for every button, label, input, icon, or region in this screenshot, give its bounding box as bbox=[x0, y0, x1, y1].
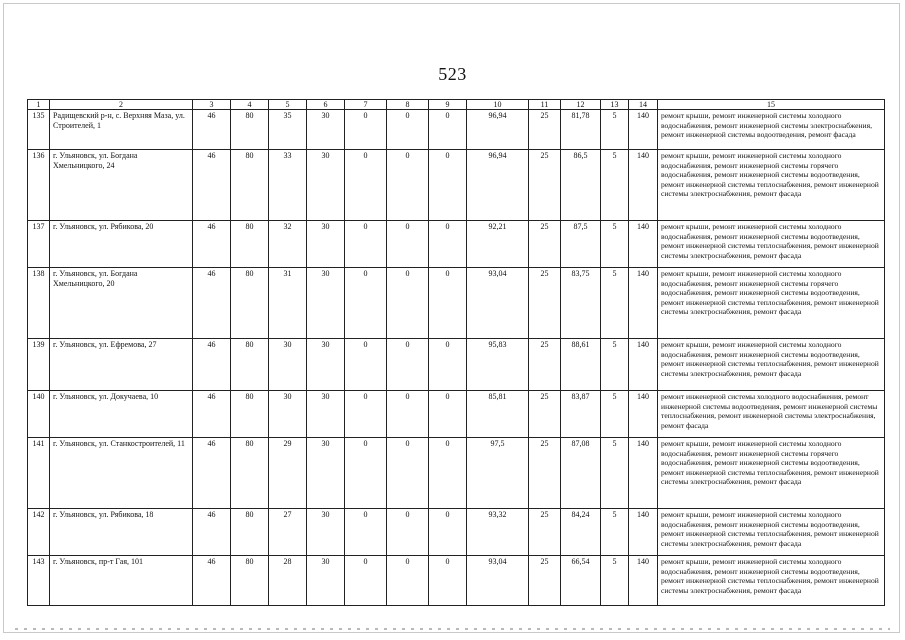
value-col-8: 0 bbox=[387, 221, 429, 268]
capital-repair-table bbox=[27, 99, 885, 606]
table-row bbox=[28, 438, 885, 509]
repair-works: ремонт крыши, ремонт инженерной системы холодного водоснабжения, ремонт инженерной системы водоотведения, ремонт инженерной системы теплоснабжения, ремонт инженерной системы электроснабжения, ремонт фасада bbox=[658, 221, 885, 268]
value-col-13: 5 bbox=[601, 110, 629, 150]
value-col-9: 0 bbox=[429, 268, 467, 339]
row-number: 143 bbox=[28, 556, 50, 606]
column-number: 12 bbox=[561, 100, 601, 110]
value-col-3: 46 bbox=[193, 509, 231, 556]
value-col-11: 25 bbox=[529, 150, 561, 221]
value-col-14: 140 bbox=[629, 438, 658, 509]
value-col-12: 83,75 bbox=[561, 268, 601, 339]
value-col-6: 30 bbox=[307, 339, 345, 391]
row-number: 137 bbox=[28, 221, 50, 268]
value-col-9: 0 bbox=[429, 110, 467, 150]
column-number: 15 bbox=[658, 100, 885, 110]
value-col-3: 46 bbox=[193, 221, 231, 268]
value-col-9: 0 bbox=[429, 339, 467, 391]
value-col-4: 80 bbox=[231, 339, 269, 391]
table-row bbox=[28, 509, 885, 556]
table-row bbox=[28, 110, 885, 150]
value-col-7: 0 bbox=[345, 221, 387, 268]
column-number: 13 bbox=[601, 100, 629, 110]
value-col-13: 5 bbox=[601, 339, 629, 391]
value-col-7: 0 bbox=[345, 268, 387, 339]
value-col-12: 87,08 bbox=[561, 438, 601, 509]
repair-works: ремонт крыши, ремонт инженерной системы холодного водоснабжения, ремонт инженерной системы горячего водоснабжения, ремонт инженерной системы водоотведения, ремонт инженерной системы теплоснабжения, ремонт инженерной системы электроснабжения, ремонт фасада bbox=[658, 268, 885, 339]
value-col-12: 66,54 bbox=[561, 556, 601, 606]
value-col-14: 140 bbox=[629, 110, 658, 150]
column-number: 6 bbox=[307, 100, 345, 110]
repair-works: ремонт крыши, ремонт инженерной системы холодного водоснабжения, ремонт инженерной системы водоотведения, ремонт инженерной системы теплоснабжения, ремонт инженерной системы электроснабжения, ремонт фасада bbox=[658, 509, 885, 556]
repair-works: ремонт крыши, ремонт инженерной системы холодного водоснабжения, ремонт инженерной системы электроснабжения, ремонт инженерной системы водоотведения, ремонт фасада bbox=[658, 110, 885, 150]
value-col-3: 46 bbox=[193, 268, 231, 339]
row-number: 142 bbox=[28, 509, 50, 556]
repair-works: ремонт крыши, ремонт инженерной системы холодного водоснабжения, ремонт инженерной системы горячего водоснабжения, ремонт инженерной системы водоотведения, ремонт инженерной системы теплоснабжения, ремонт инженерной системы электроснабжения, ремонт фасада bbox=[658, 438, 885, 509]
value-col-7: 0 bbox=[345, 438, 387, 509]
value-col-14: 140 bbox=[629, 221, 658, 268]
value-col-14: 140 bbox=[629, 391, 658, 438]
address: г. Ульяновск, ул. Рябикова, 20 bbox=[50, 221, 193, 268]
row-number: 139 bbox=[28, 339, 50, 391]
value-col-9: 0 bbox=[429, 150, 467, 221]
value-col-9: 0 bbox=[429, 509, 467, 556]
value-col-5: 28 bbox=[269, 556, 307, 606]
row-number: 138 bbox=[28, 268, 50, 339]
address: г. Ульяновск, ул. Богдана Хмельницкого, 20 bbox=[50, 268, 193, 339]
value-col-6: 30 bbox=[307, 110, 345, 150]
value-col-11: 25 bbox=[529, 268, 561, 339]
value-col-5: 30 bbox=[269, 391, 307, 438]
value-col-6: 30 bbox=[307, 556, 345, 606]
value-col-14: 140 bbox=[629, 556, 658, 606]
repair-works: ремонт крыши, ремонт инженерной системы холодного водоснабжения, ремонт инженерной системы водоотведения, ремонт инженерной системы теплоснабжения, ремонт инженерной системы электроснабжения, ремонт фасада bbox=[658, 556, 885, 606]
table-row bbox=[28, 268, 885, 339]
value-col-13: 5 bbox=[601, 391, 629, 438]
value-col-13: 5 bbox=[601, 556, 629, 606]
address: Радищевский р-н, с. Верхняя Маза, ул. Строителей, 1 bbox=[50, 110, 193, 150]
value-col-9: 0 bbox=[429, 556, 467, 606]
value-col-8: 0 bbox=[387, 110, 429, 150]
value-col-12: 86,5 bbox=[561, 150, 601, 221]
address: г. Ульяновск, ул. Рябикова, 18 bbox=[50, 509, 193, 556]
column-number: 9 bbox=[429, 100, 467, 110]
value-col-8: 0 bbox=[387, 391, 429, 438]
value-col-14: 140 bbox=[629, 509, 658, 556]
value-col-14: 140 bbox=[629, 150, 658, 221]
value-col-3: 46 bbox=[193, 150, 231, 221]
address: г. Ульяновск, ул. Ефремова, 27 bbox=[50, 339, 193, 391]
value-col-10: 96,94 bbox=[467, 150, 529, 221]
value-col-10: 93,04 bbox=[467, 268, 529, 339]
value-col-9: 0 bbox=[429, 221, 467, 268]
value-col-10: 97,5 bbox=[467, 438, 529, 509]
value-col-12: 87,5 bbox=[561, 221, 601, 268]
value-col-4: 80 bbox=[231, 556, 269, 606]
value-col-6: 30 bbox=[307, 268, 345, 339]
value-col-12: 81,78 bbox=[561, 110, 601, 150]
value-col-8: 0 bbox=[387, 150, 429, 221]
table-row bbox=[28, 150, 885, 221]
value-col-12: 88,61 bbox=[561, 339, 601, 391]
column-number: 14 bbox=[629, 100, 658, 110]
value-col-13: 5 bbox=[601, 221, 629, 268]
value-col-6: 30 bbox=[307, 221, 345, 268]
value-col-7: 0 bbox=[345, 110, 387, 150]
column-number: 10 bbox=[467, 100, 529, 110]
value-col-13: 5 bbox=[601, 150, 629, 221]
repair-works: ремонт крыши, ремонт инженерной системы холодного водоснабжения, ремонт инженерной системы горячего водоснабжения, ремонт инженерной системы водоотведения, ремонт инженерной системы теплоснабжения, ремонт инженерной системы электроснабжения, ремонт фасада bbox=[658, 150, 885, 221]
repair-works: ремонт инженерной системы холодного водоснабжения, ремонт инженерной системы водоотведения, ремонт инженерной системы теплоснабжения, ремонт инженерной системы электроснабжения, ремонт фасада bbox=[658, 391, 885, 438]
value-col-5: 33 bbox=[269, 150, 307, 221]
value-col-6: 30 bbox=[307, 391, 345, 438]
value-col-11: 25 bbox=[529, 438, 561, 509]
value-col-8: 0 bbox=[387, 438, 429, 509]
value-col-3: 46 bbox=[193, 438, 231, 509]
value-col-4: 80 bbox=[231, 221, 269, 268]
column-number: 5 bbox=[269, 100, 307, 110]
value-col-5: 29 bbox=[269, 438, 307, 509]
row-number: 141 bbox=[28, 438, 50, 509]
value-col-7: 0 bbox=[345, 391, 387, 438]
column-number: 1 bbox=[28, 100, 50, 110]
value-col-4: 80 bbox=[231, 150, 269, 221]
repair-works: ремонт крыши, ремонт инженерной системы холодного водоснабжения, ремонт инженерной системы водоотведения, ремонт инженерной системы теплоснабжения, ремонт инженерной системы электроснабжения, ремонт фасада bbox=[658, 339, 885, 391]
column-number: 11 bbox=[529, 100, 561, 110]
value-col-7: 0 bbox=[345, 509, 387, 556]
value-col-6: 30 bbox=[307, 150, 345, 221]
value-col-7: 0 bbox=[345, 556, 387, 606]
table-row bbox=[28, 339, 885, 391]
value-col-9: 0 bbox=[429, 438, 467, 509]
table-row bbox=[28, 221, 885, 268]
value-col-12: 84,24 bbox=[561, 509, 601, 556]
value-col-13: 5 bbox=[601, 268, 629, 339]
value-col-10: 95,83 bbox=[467, 339, 529, 391]
value-col-10: 96,94 bbox=[467, 110, 529, 150]
value-col-10: 85,81 bbox=[467, 391, 529, 438]
value-col-7: 0 bbox=[345, 339, 387, 391]
value-col-3: 46 bbox=[193, 110, 231, 150]
value-col-14: 140 bbox=[629, 339, 658, 391]
value-col-6: 30 bbox=[307, 509, 345, 556]
value-col-12: 83,87 bbox=[561, 391, 601, 438]
row-number: 136 bbox=[28, 150, 50, 221]
value-col-10: 92,21 bbox=[467, 221, 529, 268]
table-row bbox=[28, 556, 885, 606]
value-col-4: 80 bbox=[231, 438, 269, 509]
column-number-row bbox=[28, 100, 885, 110]
value-col-11: 25 bbox=[529, 391, 561, 438]
value-col-11: 25 bbox=[529, 556, 561, 606]
row-number: 135 bbox=[28, 110, 50, 150]
table-row bbox=[28, 391, 885, 438]
value-col-8: 0 bbox=[387, 509, 429, 556]
value-col-5: 32 bbox=[269, 221, 307, 268]
value-col-4: 80 bbox=[231, 110, 269, 150]
address: г. Ульяновск, ул. Станкостроителей, 11 bbox=[50, 438, 193, 509]
value-col-8: 0 bbox=[387, 268, 429, 339]
address: г. Ульяновск, пр-т Гая, 101 bbox=[50, 556, 193, 606]
value-col-10: 93,32 bbox=[467, 509, 529, 556]
value-col-4: 80 bbox=[231, 391, 269, 438]
page-number: 523 bbox=[438, 64, 467, 84]
value-col-5: 27 bbox=[269, 509, 307, 556]
column-number: 4 bbox=[231, 100, 269, 110]
address: г. Ульяновск, ул. Богдана Хмельницкого, 24 bbox=[50, 150, 193, 221]
value-col-3: 46 bbox=[193, 556, 231, 606]
column-number: 7 bbox=[345, 100, 387, 110]
address: г. Ульяновск, ул. Докучаева, 10 bbox=[50, 391, 193, 438]
value-col-3: 46 bbox=[193, 391, 231, 438]
table-body bbox=[28, 110, 885, 606]
value-col-5: 35 bbox=[269, 110, 307, 150]
value-col-8: 0 bbox=[387, 556, 429, 606]
value-col-11: 25 bbox=[529, 221, 561, 268]
scan-edge bbox=[15, 628, 890, 630]
row-number: 140 bbox=[28, 391, 50, 438]
value-col-11: 25 bbox=[529, 509, 561, 556]
value-col-4: 80 bbox=[231, 268, 269, 339]
value-col-4: 80 bbox=[231, 509, 269, 556]
value-col-10: 93,04 bbox=[467, 556, 529, 606]
value-col-13: 5 bbox=[601, 509, 629, 556]
column-number: 8 bbox=[387, 100, 429, 110]
value-col-14: 140 bbox=[629, 268, 658, 339]
value-col-9: 0 bbox=[429, 391, 467, 438]
column-number: 3 bbox=[193, 100, 231, 110]
value-col-5: 30 bbox=[269, 339, 307, 391]
value-col-11: 25 bbox=[529, 339, 561, 391]
value-col-13: 5 bbox=[601, 438, 629, 509]
value-col-3: 46 bbox=[193, 339, 231, 391]
value-col-11: 25 bbox=[529, 110, 561, 150]
value-col-8: 0 bbox=[387, 339, 429, 391]
value-col-6: 30 bbox=[307, 438, 345, 509]
value-col-7: 0 bbox=[345, 150, 387, 221]
value-col-5: 31 bbox=[269, 268, 307, 339]
column-number: 2 bbox=[50, 100, 193, 110]
